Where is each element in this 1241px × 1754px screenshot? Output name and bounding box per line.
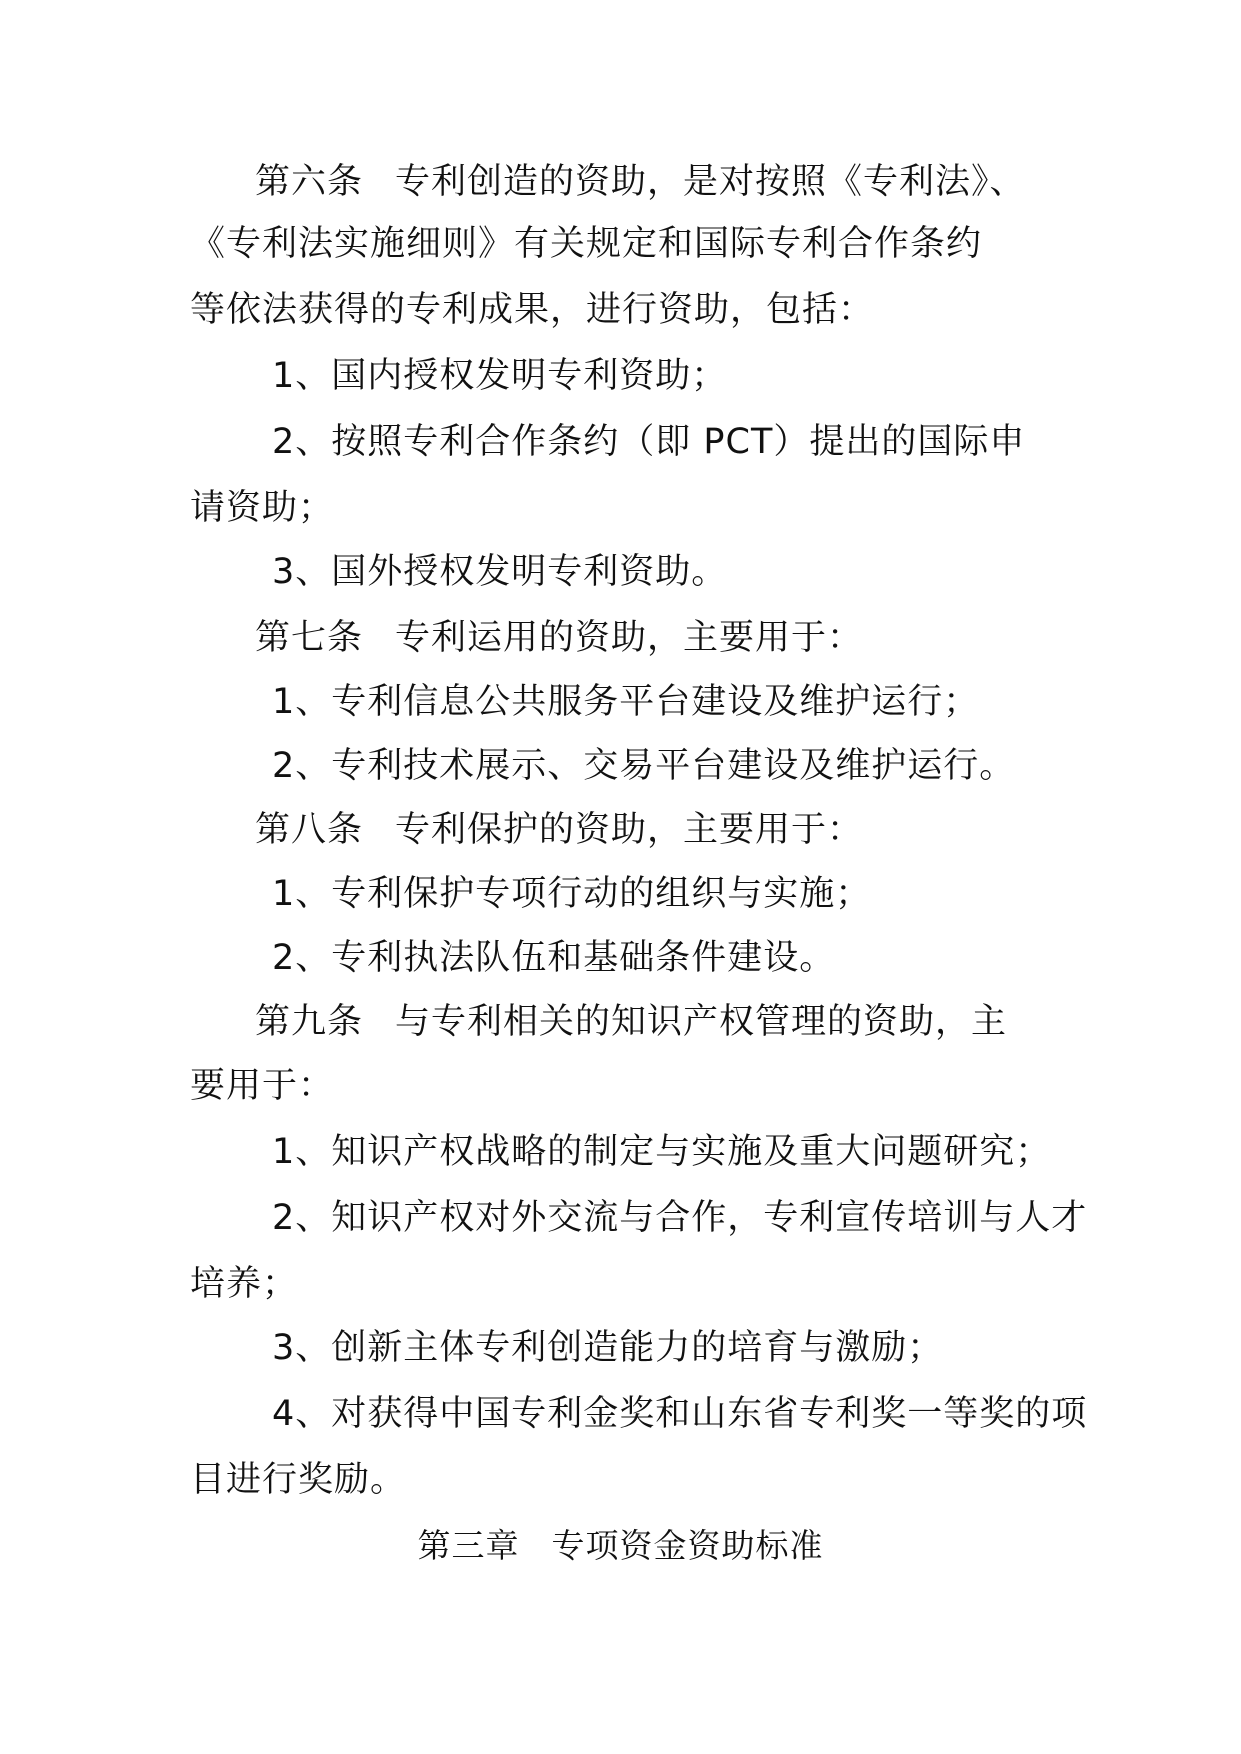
article-8-line-1	[255, 808, 863, 852]
article-7-line-1	[255, 616, 863, 660]
article-9-item-1: 1、知识产权战略的制定与实施及重大问题研究；	[272, 1132, 1052, 1172]
article-6-item-3: 3、国外授权发明专利资助。	[272, 552, 728, 592]
article-8-item-1: 1、专利保护专项行动的组织与实施；	[272, 874, 872, 914]
article-7-item-2: 2、专利技术展示、交易平台建设及维护运行。	[272, 746, 1016, 786]
article-9-item-4-line-2: 目进行奖励。	[190, 1460, 407, 1500]
article-7-label: 第七条	[255, 618, 364, 658]
article-9-item-3: 3、创新主体专利创造能力的培育与激励；	[272, 1328, 944, 1368]
article-9-label: 第九条	[255, 1002, 364, 1042]
article-6-line-3: 等依法获得的专利成果，进行资助，包括：	[190, 290, 875, 330]
article-6-text-1: 专利创造的资助，是对按照《专利法》、	[395, 162, 1026, 202]
article-8-item-2: 2、专利执法队伍和基础条件建设。	[272, 938, 836, 978]
chapter-heading	[0, 1524, 1241, 1568]
article-9-item-4-line-1: 4、对获得中国专利金奖和山东省专利奖一等奖的项	[272, 1394, 1088, 1434]
article-8-label: 第八条	[255, 810, 364, 850]
article-6-item-2-line-2: 请资助；	[190, 488, 335, 528]
article-6-item-1: 1、国内授权发明专利资助；	[272, 356, 728, 396]
chapter-label: 第三章	[417, 1526, 520, 1565]
article-7-item-1: 1、专利信息公共服务平台建设及维护运行；	[272, 682, 980, 722]
chapter-title: 专项资金资助标准	[551, 1526, 824, 1565]
article-9-item-2-line-2: 培养；	[190, 1264, 299, 1304]
article-6-line-2: 《专利法实施细则》有关规定和国际专利合作条约	[190, 224, 983, 264]
article-6-item-2-line-1: 2、按照专利合作条约（即 PCT）提出的国际申	[272, 422, 1026, 462]
article-9-text-1: 与专利相关的知识产权管理的资助，主	[395, 1002, 1008, 1042]
article-9-line-2: 要用于：	[190, 1066, 335, 1106]
article-6-label: 第六条	[255, 162, 364, 202]
article-6-line-1	[255, 160, 1026, 204]
article-7-text-1: 专利运用的资助，主要用于：	[395, 618, 864, 658]
article-9-item-2-line-1: 2、知识产权对外交流与合作，专利宣传培训与人才	[272, 1198, 1088, 1238]
article-9-line-1	[255, 1000, 1007, 1044]
article-8-text-1: 专利保护的资助，主要用于：	[395, 810, 864, 850]
